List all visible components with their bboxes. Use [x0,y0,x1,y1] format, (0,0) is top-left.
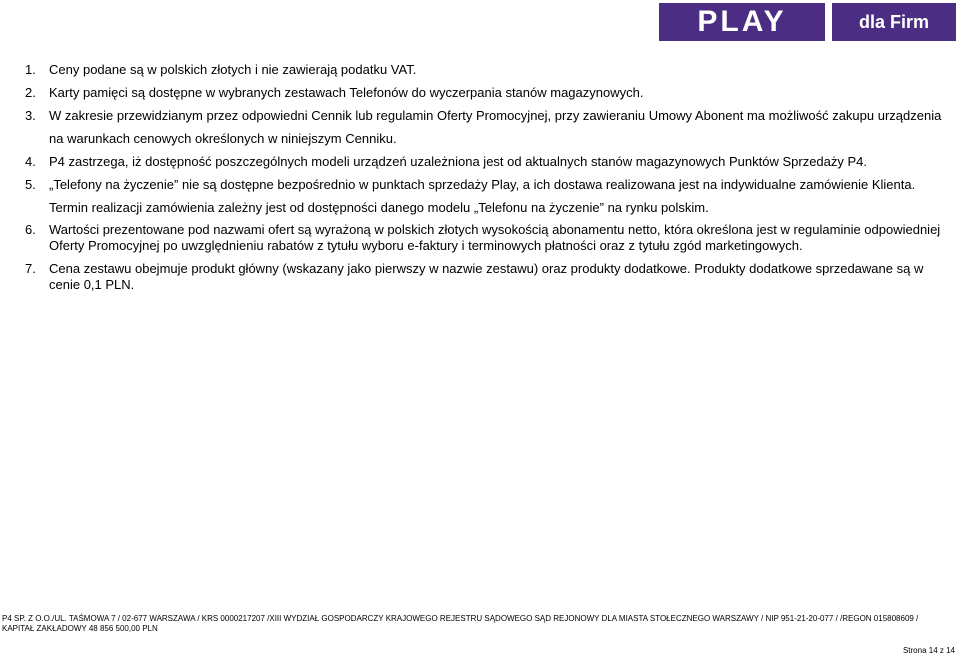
note-item-2 [0,81,959,104]
note-text: W zakresie przewidzianym przez odpowiedni Cennik lub regulamin Oferty Promocyjnej, przy zawieraniu Umowy Abonent ma możliwość zakupu urządzenia na warunkach cenowych określonych w niniejszym Cenniku. [49,108,942,146]
notes-list [0,58,959,293]
note-number: 1. [25,62,36,77]
note-item-5 [0,173,959,219]
note-text: Ceny podane są w polskich złotych i nie zawierają podatku VAT. [49,62,417,77]
note-item-7 [0,261,959,293]
dla-firm-logo-text: dla Firm [858,12,929,32]
note-number: 2. [25,85,36,100]
note-item-6 [0,222,959,254]
note-number: 6. [25,222,36,237]
dla-firm-logo [832,3,956,41]
note-item-1 [0,58,959,81]
note-number: 5. [25,177,36,192]
note-text: „Telefony na życzenie” nie są dostępne bezpośrednio w punktach sprzedaży Play, a ich dostawa realizowana jest na indywidualne zamówienie Klienta. Termin realizacji zamówienia zależny jest od dostępności danego modelu „Telefonu na życzenie” na rynku polskim. [49,177,916,215]
company-registration-footer: P4 SP. Z O.O./UL. TAŚMOWA 7 / 02-677 WARSZAWA / KRS 0000217207 /XIII WYDZIAŁ GOSPODARCZY KRAJOWEGO REJESTRU SĄDOWEGO SĄD REJONOWY DLA MIASTA STOŁECZNEGO WARSZAWY / NIP 951-21-20-077 / /REGON 015808609 / KAPITAŁ ZAKŁADOWY 48 856 500,00 PLN [2,614,919,633]
page-number: Strona 14 z 14 [902,646,955,655]
note-item-3 [0,104,959,150]
play-logo [659,3,825,41]
note-number: 3. [25,108,36,123]
note-item-4 [0,150,959,173]
note-text: Karty pamięci są dostępne w wybranych zestawach Telefonów do wyczerpania stanów magazynowych. [49,85,644,100]
note-text: P4 zastrzega, iż dostępność poszczególnych modeli urządzeń uzależniona jest od aktualnych stanów magazynowych Punktów Sprzedaży P4. [49,154,868,169]
note-text: Wartości prezentowane pod nazwami ofert są wyrażoną w polskich złotych wysokością abonamentu netto, która określona jest w regulaminie odpowiedniej Oferty Promocyjnej po uwzględnieniu rabatów z tytułu wyboru e-faktury i terminowych płatności oraz z tytułu zgód marketingowych. [49,222,941,253]
note-number: 7. [25,261,36,276]
note-text: Cena zestawu obejmuje produkt główny (wskazany jako pierwszy w nazwie zestawu) oraz produkty dodatkowe. Produkty dodatkowe sprzedawane są w cenie 0,1 PLN. [49,261,924,292]
note-number: 4. [25,154,36,169]
play-logo-text: PLAY [697,5,787,38]
